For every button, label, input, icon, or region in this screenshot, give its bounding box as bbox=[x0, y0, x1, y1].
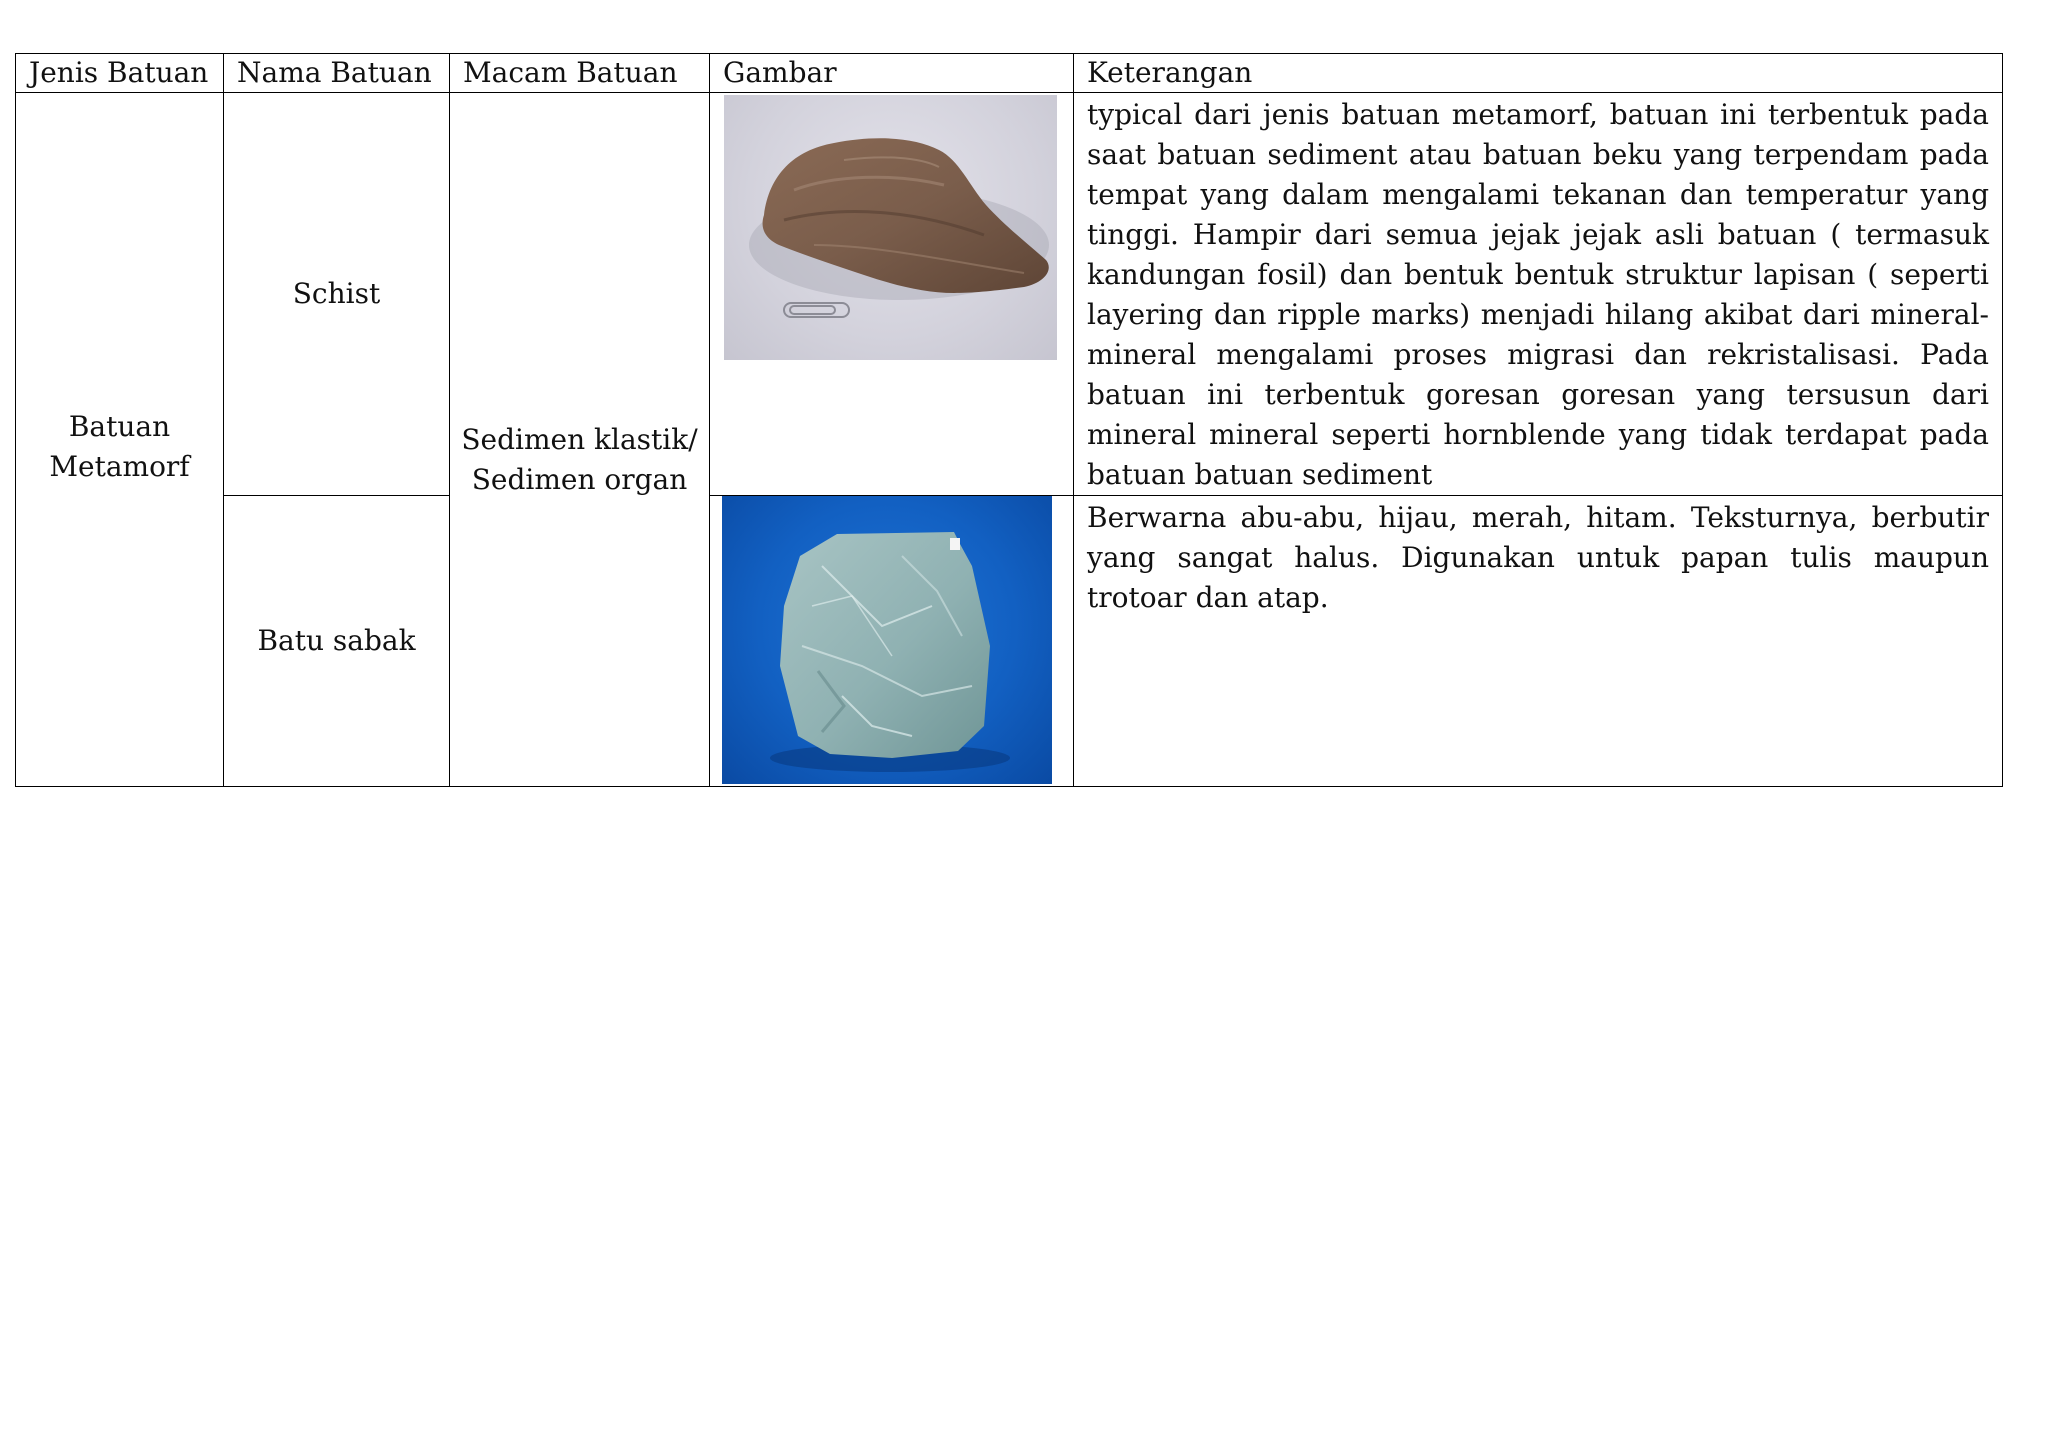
table-row-batu-sabak bbox=[16, 496, 2003, 787]
header-jenis-batuan: Jenis Batuan bbox=[16, 54, 224, 93]
cell-gambar-batu-sabak bbox=[710, 496, 1074, 787]
header-macam-batuan: Macam Batuan bbox=[450, 54, 710, 93]
cell-nama-batu-sabak bbox=[224, 496, 450, 787]
cell-macam-batuan bbox=[450, 93, 710, 787]
header-keterangan: Keterangan bbox=[1074, 54, 2003, 93]
cell-jenis-batuan bbox=[16, 93, 224, 787]
macam-batuan-line2: Sedimen organ bbox=[471, 462, 688, 496]
cell-keterangan-schist: typical dari jenis batuan metamorf, batuan ini terbentuk pada saat batuan sediment atau batuan beku yang terpendam pada tempat yang dalam mengalami tekanan dan temperatur yang tinggi. Hampir dari semua jejak jejak asli batuan ( termasuk kandungan fosil) dan bentuk bentuk struktur lapisan ( seperti layering dan ripple marks) menjadi hilang akibat dari mineral-mineral mengalami proses migrasi dan rekristalisasi. Pada batuan ini terbentuk goresan goresan yang tersusun dari mineral mineral seperti hornblende yang tidak terdapat pada batuan batuan sediment bbox=[1074, 93, 2003, 496]
jenis-batuan-line2: Metamorf bbox=[49, 449, 190, 483]
header-nama-batuan: Nama Batuan bbox=[224, 54, 450, 93]
cell-keterangan-batu-sabak: Berwarna abu-abu, hijau, merah, hitam. Teksturnya, berbutir yang sangat halus. Digunakan untuk papan tulis maupun trotoar dan atap. bbox=[1074, 496, 2003, 787]
slate-photo bbox=[722, 496, 1052, 784]
rock-table bbox=[15, 53, 2003, 787]
header-row bbox=[16, 54, 2003, 93]
cell-gambar-schist bbox=[710, 93, 1074, 496]
schist-photo bbox=[724, 95, 1057, 360]
header-gambar: Gambar bbox=[710, 54, 1074, 93]
macam-batuan-line1: Sedimen klastik/ bbox=[461, 422, 698, 456]
nama-batuan-schist: Schist bbox=[292, 277, 381, 310]
table-row-schist bbox=[16, 93, 2003, 496]
cell-nama-schist bbox=[224, 93, 450, 496]
jenis-batuan-line1: Batuan bbox=[68, 409, 171, 443]
nama-batuan-batu-sabak: Batu sabak bbox=[257, 624, 416, 657]
